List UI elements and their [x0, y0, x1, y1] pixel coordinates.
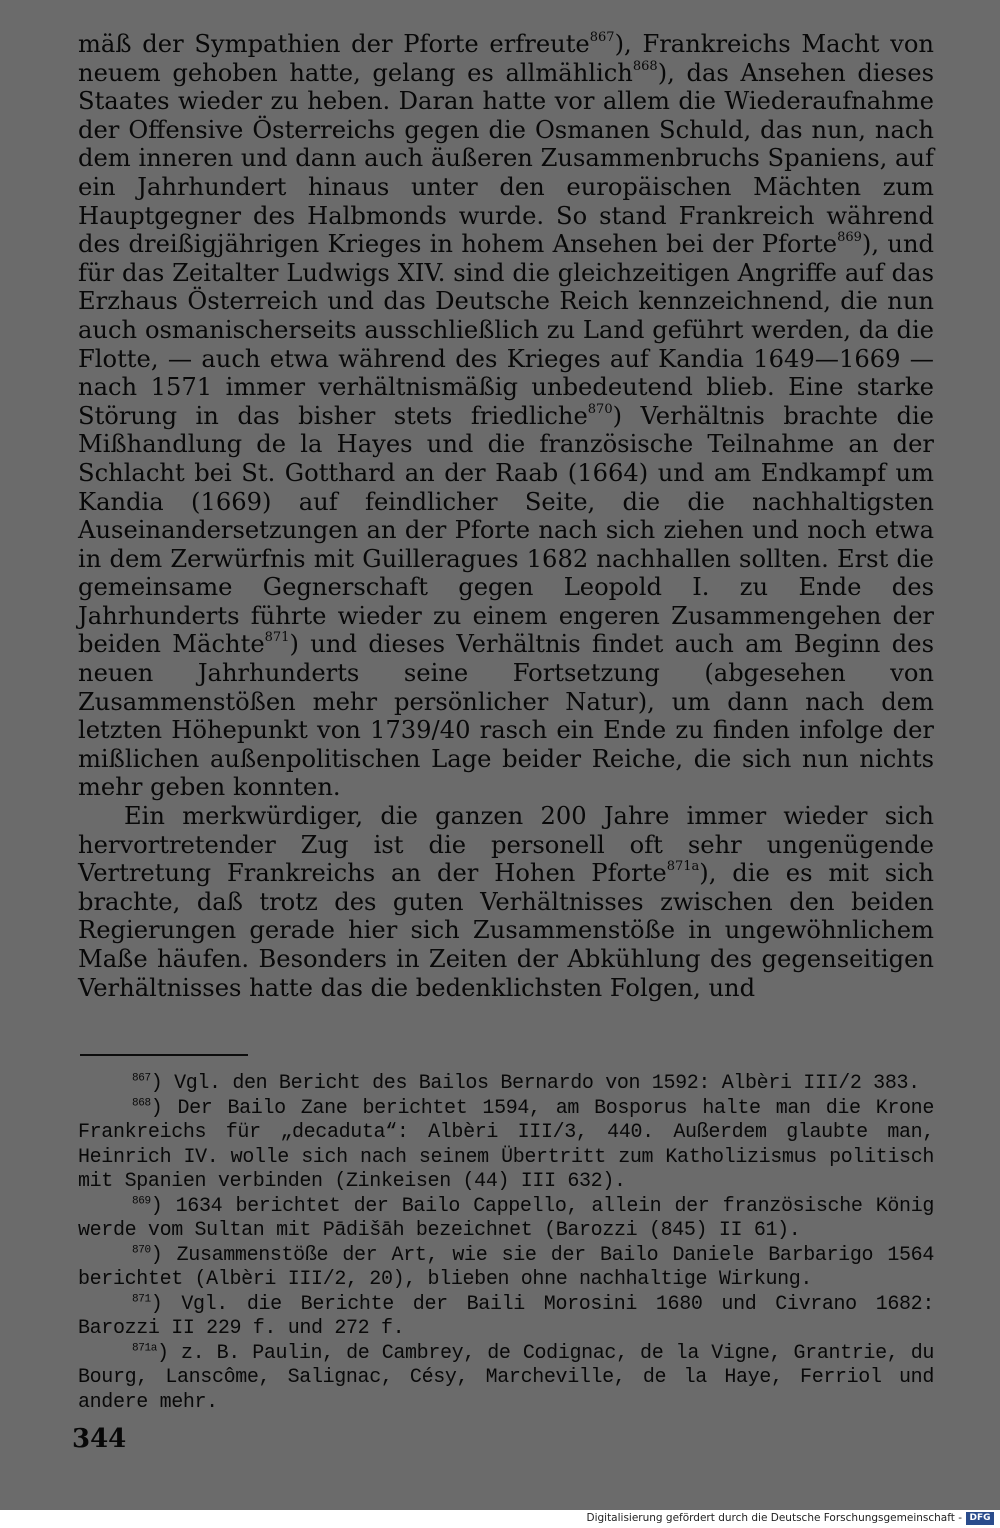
text-run: ), das Ansehen dieses Staates wieder zu heben. Daran hatte vor allem die Wiederaufnahme der Offensive Österreichs gegen die Osmanen Schuld, das nun, nach dem inneren und dann auch äußeren Zusammenbruchs Spaniens, auf ein Jahrhundert hinaus unter den europäischen Mächten zum Hauptgegner des Halbmonds wurde. So stand Frankreich während des dreißigjährigen Krieges in hohem Ansehen bei der Pforte: [78, 58, 935, 259]
footnote-ref-869: 869: [837, 230, 862, 246]
text-run: ), Frankreichs Macht von neuem gehoben hatte, gelang es allmählich: [78, 30, 934, 87]
footnote-871: [78, 1293, 934, 1342]
footnote-text: ) 1634 berichtet der Bailo Cappello, allein der französische König werde vom Sultan mit Pādišāh bezeichnet (Barozzi (845) II 61).: [78, 1194, 934, 1242]
dfg-logo-icon: DFG: [966, 1512, 994, 1525]
footnote-number: 868: [132, 1096, 151, 1109]
text-run: ) Verhältnis brachte die Mißhandlung de la Hayes und die französische Teilnahme an der Schlacht bei St. Gotthard an der Raab (1664) und am Endkampf um Kandia (1669) auf feindlicher Seite, die die nachhaltigsten Auseinandersetzungen an der Pforte nach sich ziehen und noch etwa in dem Zerwürfnis mit Guilleragues 1682 nachhallen sollten. Erst die gemeinsame Gegnerschaft gegen Leopold I. zu Ende des Jahrhunderts führte wieder zu einem engeren Zusammengehen der beiden Mächte: [78, 401, 934, 659]
digitization-credit: Digitalisierung gefördert durch die Deutsche Forschungsgemeinschaft -: [586, 1512, 962, 1524]
footnote-ref-870: 870: [587, 401, 613, 417]
text-run: ), und für das Zeitalter Ludwigs XIV. sind die gleichzeitigen Angriffe auf das Erzhaus Österreich und das Deutsche Reich kennzeichnend, die nun auch osmanischerseits ausschließlich zu Land geführt werden, da die Flotte, — auch etwa während des Krieges auf Kandia 1649—1669 — nach 1571 immer verhältnismäßig unbedeutend blieb. Eine starke Störung in das bisher stets friedliche: [78, 230, 935, 430]
footnote-text: ) Vgl. die Berichte der Baili Morosini 1680 und Civrano 1682: Barozzi II 229 f. und 272 f.: [78, 1292, 934, 1340]
footnote-869: [78, 1195, 934, 1244]
paragraph-2: [78, 802, 934, 1002]
footnote-text: ) Vgl. den Bericht des Bailos Bernardo von 1592: Albèri III/2 383.: [150, 1072, 920, 1095]
footnote-number: 871a: [132, 1341, 158, 1354]
footnote-number: 870: [132, 1243, 151, 1256]
text-run: ) und dieses Verhältnis findet auch am Beginn des neuen Jahrhunderts seine Fortsetzung (abgesehen von Zusammenstößen mehr persönlicher Natur), um dann nach dem letzten Höhepunkt von 1739/40 rasch ein Ende zu finden infolge der mißlichen außenpolitischen Lage beider Reiche, die sich nun nichts mehr geben konnten.: [78, 630, 934, 802]
text-run: mäß der Sympathien der Pforte erfreute: [78, 30, 590, 58]
footnote-ref-867: 867: [589, 29, 615, 45]
footnote-867: [78, 1072, 934, 1097]
text-run: Ein merkwürdiger, die ganzen 200 Jahre immer wieder sich hervortretender Zug ist die personell oft sehr ungenügende Vertretung Frankreichs an der Hohen Pforte: [78, 802, 934, 888]
footnote-number: 869: [132, 1194, 151, 1207]
footnote-868: [78, 1097, 934, 1195]
footnote-ref-871a: 871a: [666, 859, 700, 875]
paragraph-1: [78, 30, 934, 802]
footnote-870: [78, 1244, 934, 1293]
main-text: [78, 30, 934, 1002]
footnote-number: 867: [132, 1072, 151, 1085]
footnote-text: ) Zusammenstöße der Art, wie sie der Bailo Daniele Barbarigo 1564 berichtet (Albèri III/2, 20), blieben ohne nachhaltige Wirkung.: [78, 1243, 934, 1291]
text-run: ), die es mit sich brachte, daß trotz des guten Verhältnisses zwischen den beiden Regierungen gerade hier sich Zusammenstöße in ungewöhnlichem Maße häufen. Besonders in Zeiten der Abkühlung des gegenseitigen Verhältnisses hatte das die bedenklichsten Folgen, und: [78, 859, 934, 1002]
footnote-871a: [78, 1342, 934, 1416]
footnote-text: ) Der Bailo Zane berichtet 1594, am Bosporus halte man die Krone Frankreichs für „decaduta“: Albèri III/3, 440. Außerdem glaubte man, Heinrich IV. wolle sich nach seinem Übertritt zum Katholizismus politisch mit Spanien verbinden (Zinkeisen (44) III 632).: [78, 1096, 934, 1193]
page-number: 344: [72, 1424, 127, 1454]
footnote-text: ) z. B. Paulin, de Cambrey, de Codignac, de la Vigne, Grantrie, du Bourg, Lanscôme, Salignac, Césy, Marcheville, de la Haye, Ferriol und andere mehr.: [78, 1341, 934, 1414]
footnote-divider: [80, 1054, 248, 1056]
footnotes: [78, 1072, 934, 1415]
footnote-ref-871: 871: [264, 630, 290, 646]
footnote-number: 871: [132, 1292, 151, 1305]
footnote-ref-868: 868: [632, 58, 658, 74]
